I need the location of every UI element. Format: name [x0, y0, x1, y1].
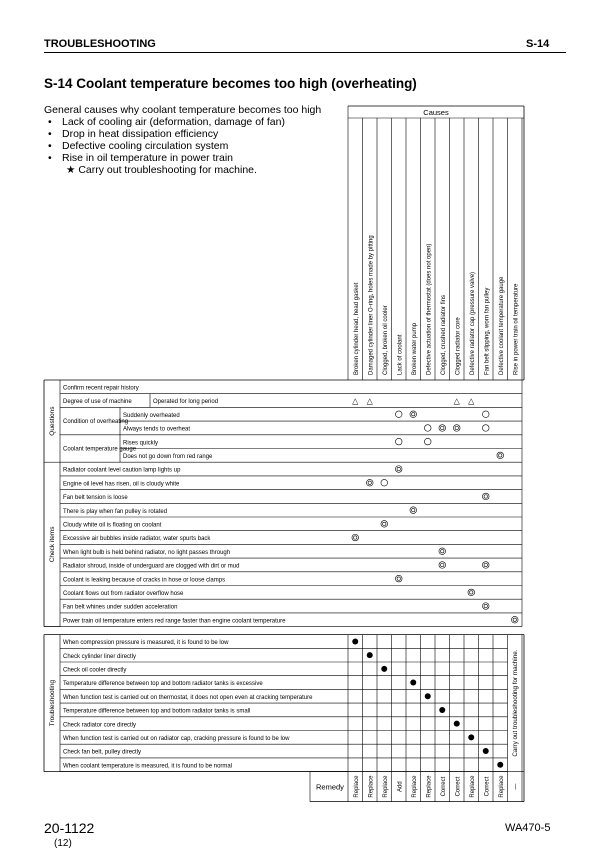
mark-circle — [453, 425, 460, 432]
intro-note: ★ Carry out troubleshooting for machine. — [66, 164, 257, 176]
question-sub-label: Always tends to overheat — [123, 426, 191, 433]
mark-double-circle — [368, 481, 371, 484]
check-items-side-label: Check items — [49, 526, 56, 563]
question-sub-label: Rises quickly — [123, 440, 159, 447]
mark-circle — [482, 411, 489, 418]
check-item-label: There is play when fan pulley is rotated — [63, 508, 168, 515]
check-item-label: Fan belt whines under sudden acceleration — [63, 604, 178, 611]
check-item-label: Engine oil level has risen, oil is cloudy white — [63, 481, 180, 488]
mark-circle — [381, 479, 388, 486]
mark-circle — [439, 562, 446, 569]
mark-circle — [482, 425, 489, 432]
troubleshooting-label: Check cylinder liner directly — [63, 653, 137, 660]
mark-circle — [511, 616, 518, 623]
mark-circle — [410, 411, 417, 418]
revision: (12) — [54, 838, 72, 849]
mark-circle — [497, 452, 504, 459]
intro-bullet: • Rise in oil temperature in power train — [44, 152, 321, 164]
remedy-value: Replace — [426, 775, 433, 798]
troubleshooting-label: When compression pressure is measured, it is found to be low — [63, 640, 229, 647]
remedy-value: Replace — [469, 775, 476, 798]
model-code: WA470-5 — [505, 822, 551, 834]
machine-note: Carry out troubleshooting for machine. — [511, 649, 519, 757]
remedy-value: — — [513, 783, 520, 790]
mark-double-circle — [513, 618, 516, 621]
troubleshooting-label: When function test is carried out on thermostat, it does not open even at cracking temperature — [63, 694, 313, 701]
cause-label: Clogged, broken oil cooler — [382, 305, 389, 375]
question-sub-label: Suddenly overheated — [123, 412, 180, 419]
cause-label: Clogged, crushed radiator fins — [440, 294, 447, 375]
mark-double-circle — [484, 495, 487, 498]
mark-circle — [366, 479, 373, 486]
section-code: S-14 — [526, 38, 550, 50]
intro-bullet: • Drop in heat dissipation efficiency — [44, 128, 321, 140]
section-header: TROUBLESHOOTING — [44, 38, 156, 50]
cause-label: Clogged radiator core — [455, 317, 462, 375]
mark-double-circle — [441, 550, 444, 553]
mark-circle — [482, 562, 489, 569]
troubleshooting-label: Check radiator core directly — [63, 722, 137, 729]
mark-filled-circle — [410, 680, 416, 686]
mark-double-circle — [397, 467, 400, 470]
mark-triangle: △ — [366, 396, 373, 406]
troubleshooting-label: Check oil cooler directly — [63, 667, 127, 674]
mark-triangle: △ — [352, 396, 359, 406]
check-item-label: Coolant is leaking because of cracks in hose or loose clamps — [63, 577, 226, 584]
remedy-value: Replace — [411, 775, 418, 798]
mark-double-circle — [455, 426, 458, 429]
mark-circle — [395, 575, 402, 582]
mark-filled-circle — [439, 707, 445, 713]
troubleshooting-side-label: Troubleshooting — [49, 679, 56, 727]
check-item-label: When light bulb is held behind radiator, no light passes through — [63, 549, 231, 556]
check-item-label: Excessive air bubbles inside radiator, water spurts back — [63, 536, 211, 543]
check-item-label: Radiator coolant level caution lamp lights up — [63, 467, 181, 474]
check-item-label: Cloudy white oil is floating on coolant — [63, 522, 162, 529]
check-item-label: Fan belt tension is loose — [63, 495, 128, 502]
mark-double-circle — [441, 563, 444, 566]
remedy-label: Remedy — [316, 782, 344, 792]
page-title: S-14 Coolant temperature becomes too high (overheating) — [44, 76, 417, 91]
cause-label: Damaged cylinder liner O-ring, holes made by pitting — [368, 235, 375, 375]
check-item-label: Coolant flows out from radiator overflow hose — [63, 591, 184, 597]
cause-label: Rise in power train oil temperature — [513, 283, 520, 375]
mark-circle — [424, 438, 431, 445]
remedy-value: Replace — [353, 775, 360, 798]
troubleshooting-label: When function test is carried out on radiator cap, cracking pressure is found to be low — [63, 736, 290, 742]
intro-lead: General causes why coolant temperature becomes too high — [44, 104, 322, 116]
mark-double-circle — [484, 604, 487, 607]
mark-double-circle — [484, 563, 487, 566]
questions-side-label: Questions — [49, 406, 56, 436]
check-item-label: Power train oil temperature enters red range faster than engine coolant temperature — [63, 618, 286, 625]
question-label: Confirm recent repair history — [63, 385, 139, 392]
check-item-label: Radiator shroud, inside of underguard are clogged with dirt or mud — [63, 563, 240, 570]
mark-circle — [395, 466, 402, 473]
mark-double-circle — [499, 454, 502, 457]
mark-double-circle — [470, 591, 473, 594]
mark-circle — [395, 411, 402, 418]
mark-double-circle — [441, 426, 444, 429]
mark-circle — [439, 425, 446, 432]
mark-triangle: △ — [468, 396, 475, 406]
cause-label: Broken water pump — [411, 322, 418, 375]
mark-circle — [482, 603, 489, 610]
mark-double-circle — [397, 577, 400, 580]
cause-label: Defective actuation of thermostat (does not open) — [426, 243, 433, 375]
troubleshooting-label: Temperature difference between top and bottom radiator tanks is excessive — [63, 681, 263, 688]
troubleshooting-label: When coolant temperature is measured, it is found to be normal — [63, 763, 233, 770]
page-number: 20-1122 — [44, 820, 95, 836]
mark-circle — [482, 493, 489, 500]
mark-circle — [439, 548, 446, 555]
cause-label: Broken cylinder head, head gasket — [353, 282, 360, 375]
mark-filled-circle — [497, 762, 503, 768]
mark-filled-circle — [483, 748, 489, 754]
question-label: Degree of use of machine — [63, 399, 132, 406]
remedy-value: Correct — [484, 776, 491, 797]
question-group-label: Coolant temperature gauge — [63, 446, 137, 453]
mark-double-circle — [412, 508, 415, 511]
mark-triangle: △ — [453, 396, 460, 406]
mark-double-circle — [354, 536, 357, 539]
mark-double-circle — [412, 413, 415, 416]
mark-circle — [410, 507, 417, 514]
mark-circle — [381, 521, 388, 528]
remedy-value: Add — [397, 781, 404, 792]
mark-filled-circle — [425, 693, 431, 699]
mark-filled-circle — [454, 721, 460, 727]
intro-bullet: • Defective cooling circulation system — [44, 140, 321, 152]
remedy-value: Correct — [440, 776, 447, 797]
cause-label: Lack of coolant — [397, 334, 404, 375]
remedy-value: Replace — [498, 775, 505, 798]
cause-label: Defective radiator cap (pressure valve) — [469, 271, 476, 375]
cause-label: Fan belt slipping, worn fan pulley — [484, 287, 491, 375]
remedy-value: Replace — [368, 775, 375, 798]
mark-filled-circle — [468, 734, 474, 740]
mark-double-circle — [383, 522, 386, 525]
question-group-label: Condition of overheating — [63, 419, 129, 426]
remedy-value: Replace — [382, 775, 389, 798]
mark-filled-circle — [352, 638, 358, 644]
intro-bullet: • Lack of cooling air (deformation, damage of fan) — [44, 116, 321, 128]
troubleshooting-label: Temperature difference between top and bottom radiator tanks is small — [63, 708, 251, 715]
mark-filled-circle — [367, 652, 373, 658]
mark-circle — [468, 589, 475, 596]
question-sub-label: Does not go down from red range — [123, 454, 213, 460]
causes-header: Causes — [423, 108, 449, 117]
cause-label: Defective coolant temperature gauge — [498, 276, 505, 375]
troubleshooting-label: Check fan belt, pulley directly — [63, 749, 142, 756]
mark-circle — [395, 438, 402, 445]
mark-circle — [352, 534, 359, 541]
question-sub-label: Operated for long period — [153, 399, 219, 406]
remedy-value: Correct — [455, 776, 462, 797]
mark-filled-circle — [381, 666, 387, 672]
mark-circle — [424, 425, 431, 432]
